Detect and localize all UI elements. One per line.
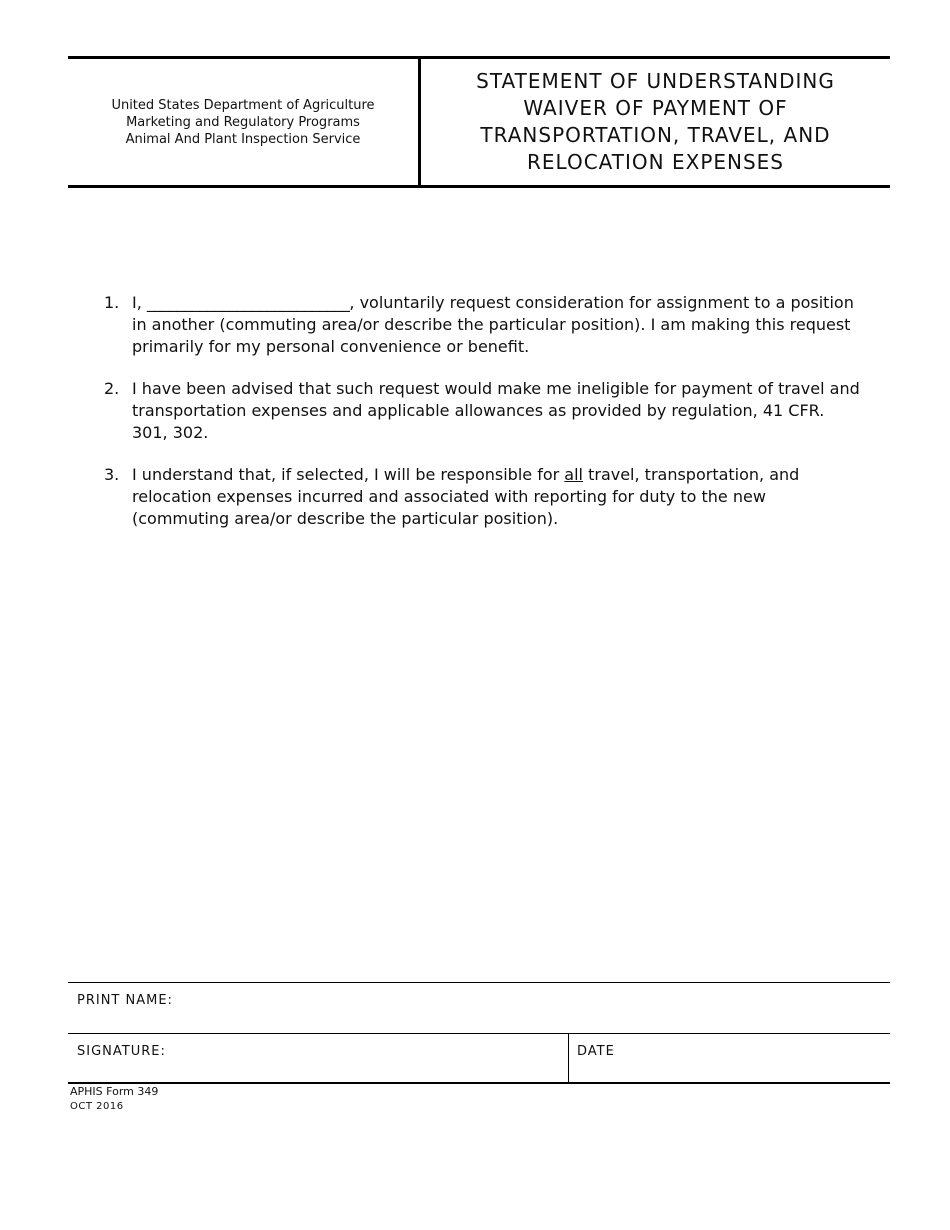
item-prefix: I, bbox=[132, 293, 147, 312]
agency-block bbox=[68, 59, 418, 185]
title-line-4: RELOCATION EXPENSES bbox=[527, 150, 784, 174]
item-text: , voluntarily request consideration for assignment to a position in another (commuting area/or describe the particular position). I am making this request primarily for my personal convenience or benefit. bbox=[132, 293, 854, 356]
item-number: 2. bbox=[104, 379, 120, 398]
agency-line-3: Animal And Plant Inspection Service bbox=[125, 131, 361, 147]
signature-label: SIGNATURE: bbox=[77, 1044, 166, 1059]
name-blank[interactable]: ___________________________ bbox=[146, 293, 350, 312]
item-text-before: I understand that, if selected, I will be responsible for bbox=[132, 465, 565, 484]
statement-item-2 bbox=[104, 378, 864, 444]
agency-line-1: United States Department of Agriculture bbox=[111, 97, 375, 113]
print-name-label: PRINT NAME: bbox=[77, 993, 173, 1008]
title-line-2: WAIVER OF PAYMENT OF bbox=[523, 96, 788, 120]
emphasis-all: all bbox=[564, 465, 583, 484]
statement-list bbox=[104, 292, 864, 550]
item-number: 3. bbox=[104, 465, 120, 484]
title-line-3: TRANSPORTATION, TRAVEL, AND bbox=[480, 123, 831, 147]
statement-item-3 bbox=[104, 464, 864, 530]
signature-block bbox=[68, 982, 890, 1084]
title-line-1: STATEMENT OF UNDERSTANDING bbox=[476, 69, 835, 93]
form-footer bbox=[70, 1084, 158, 1114]
statement-item-1 bbox=[104, 292, 864, 358]
item-text: I have been advised that such request would make me ineligible for payment of travel and transportation expenses and applicable allowances as provided by regulation, 41 CFR. 301, 302. bbox=[132, 379, 860, 442]
item-number: 1. bbox=[104, 293, 120, 312]
form-header bbox=[68, 56, 890, 188]
cell-divider bbox=[568, 1034, 569, 1083]
date-label: DATE bbox=[577, 1044, 615, 1059]
agency-line-2: Marketing and Regulatory Programs bbox=[126, 114, 360, 130]
row-divider bbox=[68, 1033, 890, 1034]
item-text-after: travel, transportation, and relocation expenses incurred and associated with reporting for duty to the new (commuting area/or describe the particular position). bbox=[132, 465, 800, 528]
form-date: OCT 2016 bbox=[70, 1101, 124, 1112]
form-title bbox=[421, 59, 890, 185]
form-number: APHIS Form 349 bbox=[70, 1085, 159, 1098]
